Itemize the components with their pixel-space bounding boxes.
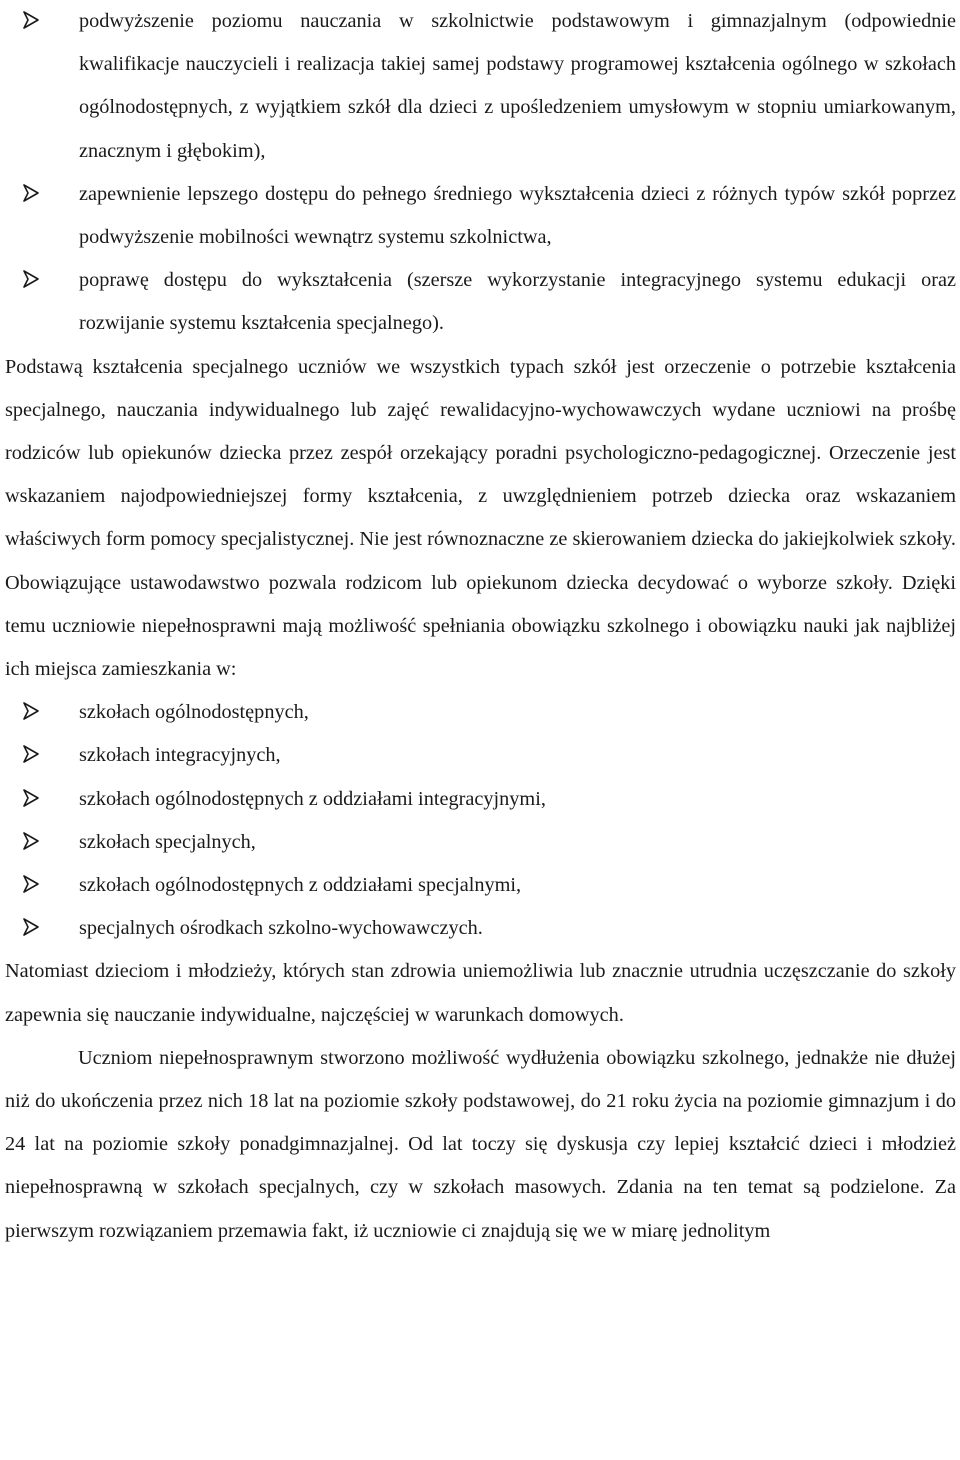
arrowhead-bullet-icon (23, 832, 39, 850)
list-item-text: szkołach ogólnodostępnych z oddziałami specjalnymi, (79, 874, 522, 897)
arrowhead-bullet-icon (23, 11, 39, 29)
list-item (79, 864, 956, 907)
schools-list (5, 691, 956, 950)
goals-list (5, 0, 956, 346)
list-item (79, 907, 956, 950)
arrowhead-bullet-icon (23, 875, 39, 893)
list-item-text: podwyższenie poziomu nauczania w szkolnictwie podstawowym i gimnazjalnym (odpowiednie kwalifikacje nauczycieli i realizacja takiej samej podstawy programowej kształcenia ogólnego w szkołach ogólnodostępnych, z wyjątkiem szkół dla dzieci z upośledzeniem umysłowym w stopniu umiarkowanym, znacznym i głębokim), (79, 10, 956, 162)
arrowhead-bullet-icon (23, 702, 39, 720)
list-item (79, 0, 956, 173)
list-item (79, 173, 956, 259)
list-item-text: szkołach specjalnych, (79, 830, 256, 853)
paragraph-orzeczenie: Podstawą kształcenia specjalnego uczniów we wszystkich typach szkół jest orzeczenie o potrzebie kształcenia specjalnego, nauczania indywidualnego lub zajęć rewalidacyjno-wychowawczych wydane uczniowi na prośbę rodziców lub opiekunów dziecka przez zespół orzekający poradni psychologiczno-pedagogicznej. Orzeczenie jest wskazaniem najodpowiedniejszej formy kształcenia, z uwzględnieniem potrzeb dziecka oraz wskazaniem właściwych form pomocy specjalistycznej. Nie jest równoznaczne ze skierowaniem dziecka do jakiejkolwiek szkoły. Obowiązujące ustawodawstwo pozwala rodzicom lub opiekunom dziecka decydować o wyborze szkoły. Dzięki temu uczniowie niepełnosprawni mają możliwość spełniania obowiązku szkolnego i obowiązku nauki jak najbliżej ich miejsca zamieszkania w: (5, 355, 956, 681)
arrowhead-bullet-icon (23, 270, 39, 288)
list-item-text: szkołach ogólnodostępnych z oddziałami integracyjnymi, (79, 787, 546, 810)
list-item-text: zapewnienie lepszego dostępu do pełnego średniego wykształcenia dzieci z różnych typów szkół poprzez podwyższenie mobilności wewnątrz systemu szkolnictwa, (79, 182, 956, 249)
list-item-text: szkołach ogólnodostępnych, (79, 701, 309, 724)
paragraph-nauczanie-indywidualne: Natomiast dzieciom i młodzieży, których stan zdrowia uniemożliwia lub znacznie utrudnia uczęszczanie do szkoły zapewnia się nauczanie indywidualne, najczęściej w warunkach domowych. (5, 960, 956, 1026)
list-item (79, 691, 956, 734)
arrowhead-bullet-icon (23, 184, 39, 202)
list-item (79, 821, 956, 864)
list-item-text: szkołach integracyjnych, (79, 744, 281, 767)
arrowhead-bullet-icon (23, 918, 39, 936)
list-item (79, 259, 956, 345)
arrowhead-bullet-icon (23, 745, 39, 763)
list-item-text: specjalnych ośrodkach szkolno-wychowawczych. (79, 917, 483, 940)
list-item-text: poprawę dostępu do wykształcenia (szersze wykorzystanie integracyjnego systemu edukacji oraz rozwijanie systemu kształcenia specjalnego). (79, 269, 956, 335)
arrowhead-bullet-icon (23, 789, 39, 807)
paragraph-obowiazek-szkolny: Uczniom niepełnosprawnym stworzono możliwość wydłużenia obowiązku szkolnego, jednakże nie dłużej niż do ukończenia przez nich 18 lat na poziomie szkoły podstawowej, do 21 roku życia na poziomie gimnazjum i do 24 lat na poziomie szkoły ponadgimnazjalnej. Od lat toczy się dyskusja czy lepiej kształcić dzieci i młodzież niepełnosprawną w szkołach specjalnych, czy w szkołach masowych. Zdania na ten temat są podzielone. Za pierwszym rozwiązaniem przemawia fakt, iż uczniowie ci znajdują się we w miarę jednolitym (5, 1046, 956, 1242)
list-item (79, 734, 956, 777)
list-item (79, 778, 956, 821)
